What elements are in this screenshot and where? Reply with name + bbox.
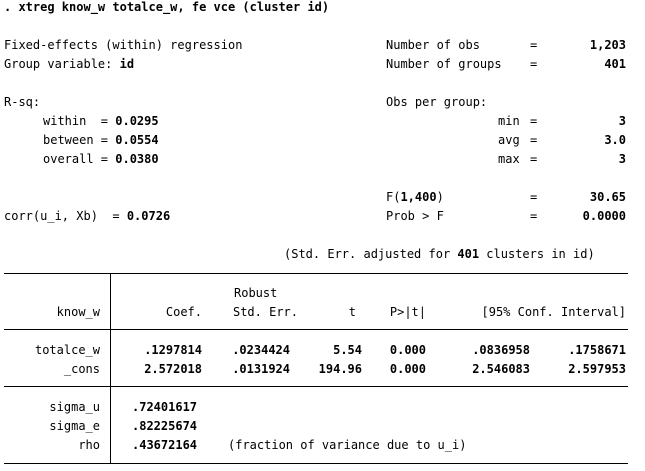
row-ci-lo: 2.546083	[472, 362, 530, 376]
overall-line	[43, 150, 159, 169]
overall-value: 0.0380	[115, 152, 159, 166]
sigma-e-label: sigma_e	[49, 419, 100, 433]
sigma-u-value: .72401617	[132, 400, 198, 414]
within-value: 0.0295	[115, 114, 159, 128]
row-coef: 2.572018	[144, 362, 202, 376]
corr-label: corr(u_i, Xb) =	[4, 209, 127, 223]
min-value: 3	[618, 114, 626, 128]
rho-value: .43672164	[132, 438, 198, 452]
f-label	[386, 188, 444, 207]
group-var-line	[4, 55, 134, 74]
stderr-note	[284, 245, 595, 264]
command-prompt: .	[4, 0, 19, 14]
row-se: .0234424	[232, 343, 290, 357]
nobs-label: Number of obs	[386, 38, 480, 52]
max-eq: =	[530, 152, 538, 166]
header-row-1	[4, 36, 242, 55]
col-header-se: Std. Err.	[232, 305, 298, 319]
rho-note: (fraction of variance due to u_i)	[228, 438, 467, 452]
row-p: 0.000	[389, 362, 426, 376]
table-mid-rule	[4, 386, 628, 387]
row-ci-hi: .1758671	[568, 343, 626, 357]
f-df: 1,400	[400, 190, 437, 204]
row-p: 0.000	[389, 343, 426, 357]
rho-label: rho	[78, 438, 100, 452]
row-ci-hi: 2.597953	[568, 362, 626, 376]
max-value: 3	[618, 152, 626, 166]
overall-label: overall =	[43, 152, 116, 166]
group-var-label: Group variable:	[4, 57, 120, 71]
table-header-rule	[4, 329, 628, 330]
min-eq: =	[530, 114, 538, 128]
col-header-t: t	[348, 305, 356, 319]
row-se: .0131924	[232, 362, 290, 376]
ngroups-eq: =	[530, 57, 538, 71]
corr-line	[4, 207, 170, 226]
nobs-eq: =	[530, 38, 538, 52]
probf-value: 0.0000	[582, 209, 626, 223]
row-t: 5.54	[333, 343, 362, 357]
sigma-e-value: .82225674	[132, 419, 198, 433]
command-text: xtreg know_w totalce_w, fe vce (cluster id)	[18, 0, 330, 14]
between-line	[43, 131, 159, 150]
row-name: _cons	[63, 362, 100, 376]
table-top-rule	[4, 273, 628, 274]
stderr-note-count: 401	[457, 247, 480, 261]
within-label: within =	[43, 114, 116, 128]
between-label: between =	[43, 133, 116, 147]
col-header-coef: Coef.	[165, 305, 202, 319]
ngroups-label: Number of groups	[386, 57, 502, 71]
stderr-note-before: (Std. Err. adjusted for	[284, 247, 458, 261]
f-eq: =	[530, 190, 538, 204]
f-value: 30.65	[589, 190, 626, 204]
robust-label: Robust	[234, 286, 278, 300]
model-label: Fixed-effects (within) regression	[4, 38, 243, 52]
between-value: 0.0554	[115, 133, 159, 147]
row-coef: .1297814	[144, 343, 202, 357]
nobs-value: 1,203	[589, 38, 626, 52]
stderr-note-after: clusters in id)	[479, 247, 595, 261]
col-header-ci: [95% Conf. Interval]	[481, 305, 626, 319]
probf-eq: =	[530, 209, 538, 223]
obs-per-group-label: Obs per group:	[386, 95, 488, 109]
table-bottom-rule	[4, 463, 628, 464]
corr-value: 0.0726	[126, 209, 171, 223]
probf-label: Prob > F	[386, 209, 444, 223]
col-header-p: P>|t|	[389, 305, 426, 319]
table-divider	[110, 273, 111, 463]
rsq-label: R-sq:	[4, 95, 41, 109]
avg-eq: =	[530, 133, 538, 147]
sigma-u-label: sigma_u	[49, 400, 100, 414]
min-label: min	[498, 114, 520, 128]
ngroups-value: 401	[604, 57, 626, 71]
row-t: 194.96	[318, 362, 362, 376]
f-prefix: F(	[386, 190, 401, 204]
depvar-header: know_w	[56, 305, 100, 319]
row-name: totalce_w	[34, 343, 100, 357]
max-label: max	[498, 152, 520, 166]
row-ci-lo: .0836958	[472, 343, 530, 357]
avg-value: 3.0	[604, 133, 626, 147]
group-var-value: id	[119, 57, 135, 71]
avg-label: avg	[498, 133, 520, 147]
command-line	[4, 0, 329, 17]
f-suffix: )	[436, 190, 444, 204]
within-line	[43, 112, 159, 131]
